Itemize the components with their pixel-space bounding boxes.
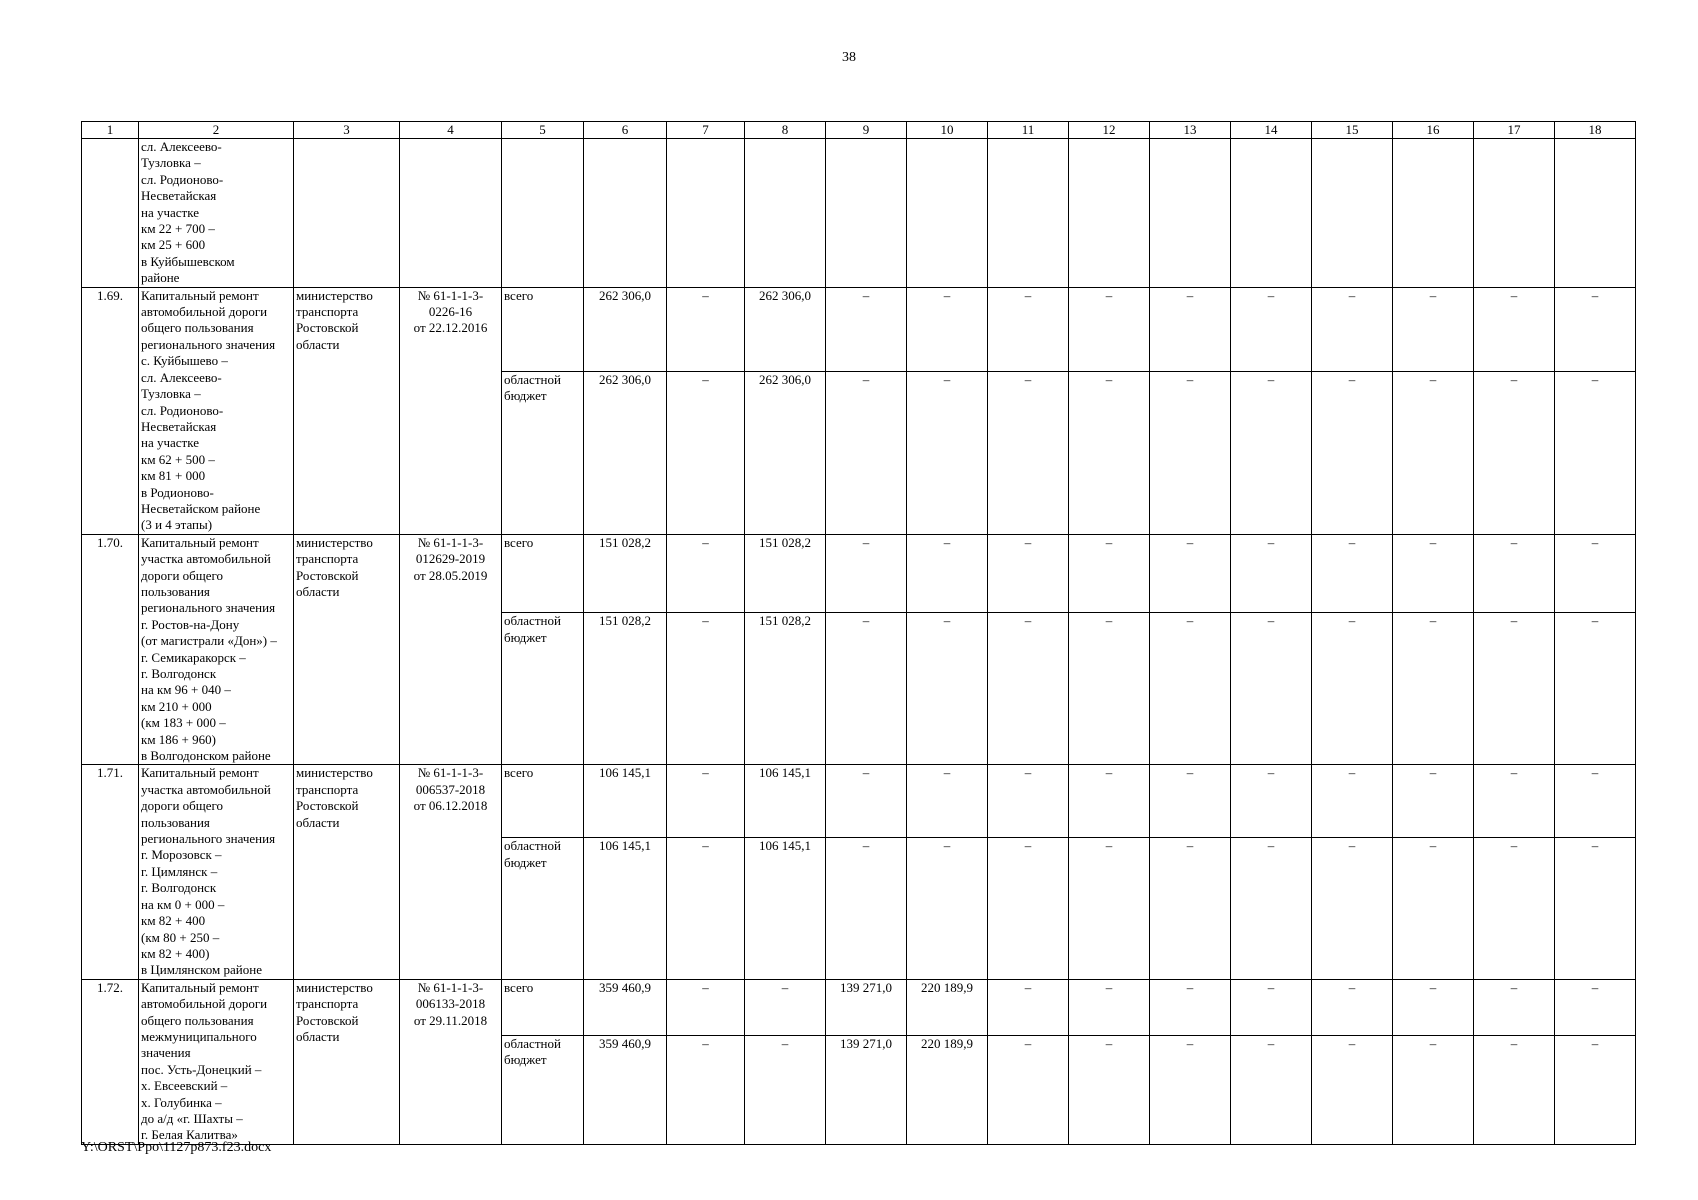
org-line: транспорта: [296, 551, 359, 567]
label-line: областной: [504, 1035, 561, 1051]
value-cell: –: [1474, 979, 1555, 1035]
value-cell: –: [1150, 1035, 1231, 1144]
column-header: 7: [667, 122, 745, 139]
value-cell: –: [1069, 613, 1150, 765]
name-line: в Волгодонском районе: [141, 748, 271, 764]
table-row: [82, 765, 1636, 838]
value-cell: –: [1231, 534, 1312, 612]
value-cell: –: [667, 371, 745, 534]
object-name: [139, 534, 294, 765]
org-line: области: [296, 814, 340, 830]
name-line: км 22 + 700 –: [141, 221, 215, 237]
value-cell: –: [1555, 765, 1636, 838]
value-cell: –: [667, 765, 745, 838]
name-line: Капитальный ремонт: [141, 765, 259, 781]
name-line: дороги общего: [141, 798, 224, 814]
value-cell: –: [988, 613, 1069, 765]
value-cell: 151 028,2: [745, 534, 826, 612]
column-header: 8: [745, 122, 826, 139]
org-line: министерство: [296, 979, 373, 995]
value-cell: 151 028,2: [584, 534, 667, 612]
row-number: 1.71.: [82, 765, 139, 979]
column-header: 2: [139, 122, 294, 139]
name-line: (км 183 + 000 –: [141, 715, 226, 731]
doc-line: 006537-2018: [415, 781, 486, 797]
expertise-document: [400, 979, 502, 1144]
value-cell: 106 145,1: [745, 765, 826, 838]
value-cell: –: [988, 765, 1069, 838]
label-line: бюджет: [504, 854, 547, 870]
customer-organization: [294, 534, 400, 765]
value-cell: –: [988, 1035, 1069, 1144]
org-line: области: [296, 1028, 340, 1044]
name-line: х. Голубинка –: [141, 1094, 222, 1110]
name-line: Тузловка –: [141, 386, 201, 402]
doc-line: 012629-2019: [415, 551, 486, 567]
value-cell: –: [907, 371, 988, 534]
column-header: 5: [502, 122, 584, 139]
doc-line: № 61-1-1-3-: [417, 765, 484, 781]
label-line: бюджет: [504, 388, 547, 404]
file-path-footer: Y:\ORST\Ppo\1127p873.f23.docx: [81, 1140, 272, 1155]
value-cell: –: [1312, 287, 1393, 371]
value-cell: 139 271,0: [826, 1035, 907, 1144]
value-cell: 220 189,9: [907, 1035, 988, 1144]
value-cell: –: [1393, 1035, 1474, 1144]
value-cell: –: [1393, 534, 1474, 612]
column-header: 4: [400, 122, 502, 139]
column-header: 14: [1231, 122, 1312, 139]
label-line: бюджет: [504, 629, 547, 645]
value-cell: –: [745, 979, 826, 1035]
customer-organization: [294, 287, 400, 534]
doc-line: от 06.12.2018: [413, 798, 488, 814]
value-cell: –: [988, 838, 1069, 979]
name-line: г. Цимлянск –: [141, 863, 218, 879]
column-header: 3: [294, 122, 400, 139]
value-cell: –: [907, 534, 988, 612]
object-name: [139, 287, 294, 534]
name-line: Несветайском районе: [141, 500, 261, 516]
value-cell: –: [1474, 838, 1555, 979]
table-row: [82, 534, 1636, 612]
name-line: пос. Усть-Донецкий –: [141, 1061, 262, 1077]
name-line: г. Белая Калитва»: [141, 1127, 238, 1143]
value-cell: –: [988, 371, 1069, 534]
name-line: общего пользования: [141, 320, 254, 336]
value-cell: –: [1474, 371, 1555, 534]
value-cell: –: [1069, 287, 1150, 371]
name-line: Капитальный ремонт: [141, 287, 259, 303]
name-line: Тузловка –: [141, 155, 201, 171]
value-cell: –: [1474, 613, 1555, 765]
value-cell: –: [1555, 1035, 1636, 1144]
name-line: автомобильной дороги: [141, 304, 268, 320]
name-line: Капитальный ремонт: [141, 979, 259, 995]
name-line: г. Ростов-на-Дону: [141, 616, 240, 632]
funding-source-regional: [502, 838, 584, 979]
value-cell: –: [1474, 534, 1555, 612]
value-cell: –: [1393, 287, 1474, 371]
name-line: регионального значения: [141, 600, 276, 616]
name-line: км 81 + 000: [141, 468, 206, 484]
value-cell: –: [1555, 979, 1636, 1035]
value-cell: –: [1231, 979, 1312, 1035]
value-cell: –: [1393, 371, 1474, 534]
value-cell: –: [1069, 1035, 1150, 1144]
org-line: министерство: [296, 534, 373, 550]
doc-line: от 29.11.2018: [413, 1012, 488, 1028]
value-cell: –: [988, 534, 1069, 612]
value-cell: –: [1393, 838, 1474, 979]
name-line: км 82 + 400: [141, 913, 206, 929]
header-row: [82, 122, 1636, 139]
value-cell: 262 306,0: [584, 371, 667, 534]
label-line: областной: [504, 371, 561, 387]
value-cell: –: [1312, 838, 1393, 979]
name-line: км 25 + 600: [141, 237, 206, 253]
value-cell: –: [1069, 371, 1150, 534]
funding-source-regional: [502, 371, 584, 534]
value-cell: 151 028,2: [745, 613, 826, 765]
value-cell: –: [1393, 765, 1474, 838]
name-line: г. Волгодонск: [141, 666, 217, 681]
name-line: регионального значения: [141, 336, 276, 352]
doc-line: от 22.12.2016: [413, 320, 488, 336]
doc-line: 006133-2018: [415, 996, 486, 1012]
name-line: км 62 + 500 –: [141, 451, 215, 467]
value-cell: –: [826, 287, 907, 371]
value-cell: –: [1150, 838, 1231, 979]
funding-source-total: всего: [502, 534, 584, 612]
value-cell: 262 306,0: [584, 287, 667, 371]
name-line: на км 96 + 040 –: [141, 682, 231, 698]
value-cell: –: [1393, 613, 1474, 765]
object-name: [139, 979, 294, 1144]
doc-line: 0226-16: [428, 304, 473, 320]
org-line: Ростовской: [296, 320, 359, 336]
column-header: 12: [1069, 122, 1150, 139]
value-cell: 359 460,9: [584, 979, 667, 1035]
value-cell: 262 306,0: [745, 371, 826, 534]
value-cell: 220 189,9: [907, 979, 988, 1035]
value-cell: –: [1150, 371, 1231, 534]
value-cell: –: [1069, 534, 1150, 612]
value-cell: –: [1069, 979, 1150, 1035]
value-cell: –: [667, 534, 745, 612]
value-cell: 106 145,1: [584, 838, 667, 979]
customer-organization: [294, 979, 400, 1144]
column-header: 15: [1312, 122, 1393, 139]
value-cell: –: [907, 287, 988, 371]
funding-source-regional: [502, 1035, 584, 1144]
org-line: транспорта: [296, 304, 359, 320]
value-cell: –: [1150, 765, 1231, 838]
value-cell: –: [826, 765, 907, 838]
column-header: 17: [1474, 122, 1555, 139]
org-line: Ростовской: [296, 1012, 359, 1028]
column-header: 9: [826, 122, 907, 139]
value-cell: –: [1312, 1035, 1393, 1144]
value-cell: –: [1312, 371, 1393, 534]
value-cell: 106 145,1: [584, 765, 667, 838]
value-cell: –: [1312, 534, 1393, 612]
value-cell: –: [667, 613, 745, 765]
name-line: Несветайская: [141, 418, 217, 434]
expertise-document: [400, 765, 502, 979]
value-cell: –: [1555, 838, 1636, 979]
column-header: 13: [1150, 122, 1231, 139]
value-cell: –: [988, 287, 1069, 371]
org-line: транспорта: [296, 996, 359, 1012]
funding-source-total: всего: [502, 765, 584, 838]
org-line: транспорта: [296, 781, 359, 797]
doc-line: от 28.05.2019: [413, 567, 488, 583]
name-line: в Цимлянском районе: [141, 962, 262, 978]
name-line: (км 80 + 250 –: [141, 929, 220, 945]
name-line: Несветайская: [141, 188, 217, 204]
doc-line: № 61-1-1-3-: [417, 979, 484, 995]
column-header: 6: [584, 122, 667, 139]
name-line: пользования: [141, 583, 210, 599]
funding-source-total: всего: [502, 287, 584, 371]
value-cell: –: [826, 613, 907, 765]
value-cell: –: [1231, 371, 1312, 534]
value-cell: –: [1231, 287, 1312, 371]
value-cell: –: [826, 371, 907, 534]
value-cell: –: [1231, 613, 1312, 765]
value-cell: –: [667, 838, 745, 979]
value-cell: –: [907, 838, 988, 979]
value-cell: –: [1231, 765, 1312, 838]
customer-organization: [294, 765, 400, 979]
value-cell: 359 460,9: [584, 1035, 667, 1144]
value-cell: –: [1474, 1035, 1555, 1144]
name-line: км 186 + 960): [141, 731, 216, 747]
name-line: участка автомобильной: [141, 781, 271, 797]
label-line: бюджет: [504, 1052, 547, 1068]
value-cell: –: [1150, 979, 1231, 1035]
value-cell: –: [1555, 287, 1636, 371]
name-line: в Родионово-: [141, 484, 214, 500]
name-line: значения: [141, 1045, 191, 1061]
value-cell: –: [826, 838, 907, 979]
doc-line: № 61-1-1-3-: [417, 534, 484, 550]
name-line: на участке: [141, 204, 199, 220]
value-cell: –: [1474, 765, 1555, 838]
row-number: 1.70.: [82, 534, 139, 765]
column-header: 1: [82, 122, 139, 139]
value-cell: 139 271,0: [826, 979, 907, 1035]
value-cell: –: [1069, 838, 1150, 979]
value-cell: –: [1231, 1035, 1312, 1144]
row-number: 1.69.: [82, 287, 139, 534]
label-line: областной: [504, 838, 561, 854]
name-line: с. Куйбышево –: [141, 353, 228, 369]
org-line: Ростовской: [296, 798, 359, 814]
org-line: министерство: [296, 287, 373, 303]
row-number: 1.72.: [82, 979, 139, 1144]
value-cell: –: [1555, 371, 1636, 534]
org-line: области: [296, 336, 340, 352]
name-line: км 82 + 400): [141, 945, 210, 961]
value-cell: –: [1393, 979, 1474, 1035]
column-header: 18: [1555, 122, 1636, 139]
value-cell: –: [1312, 765, 1393, 838]
value-cell: –: [1555, 534, 1636, 612]
name-line: сл. Родионово-: [141, 402, 224, 418]
name-line: сл. Алексеево-: [141, 369, 222, 385]
object-name: [139, 765, 294, 979]
budget-table: [81, 121, 1636, 1145]
name-line: (от магистрали «Дон») –: [141, 633, 277, 649]
name-line: Капитальный ремонт: [141, 534, 259, 550]
doc-line: № 61-1-1-3-: [417, 287, 484, 303]
value-cell: –: [1231, 838, 1312, 979]
table-row: [82, 979, 1636, 1035]
column-header: 16: [1393, 122, 1474, 139]
name-line: районе: [141, 270, 180, 286]
object-name: [139, 139, 294, 288]
funding-source-regional: [502, 613, 584, 765]
name-line: км 210 + 000: [141, 698, 212, 714]
name-line: г. Волгодонск: [141, 880, 217, 896]
value-cell: –: [826, 534, 907, 612]
column-header: 10: [907, 122, 988, 139]
column-header: 11: [988, 122, 1069, 139]
name-line: (3 и 4 этапы): [141, 517, 213, 533]
name-line: на участке: [141, 435, 199, 451]
org-line: области: [296, 583, 340, 599]
org-line: Ростовской: [296, 567, 359, 583]
value-cell: –: [1312, 613, 1393, 765]
value-cell: –: [667, 287, 745, 371]
name-line: участка автомобильной: [141, 551, 271, 567]
value-cell: 106 145,1: [745, 838, 826, 979]
value-cell: –: [1474, 287, 1555, 371]
name-line: г. Морозовск –: [141, 847, 222, 863]
funding-source-total: всего: [502, 979, 584, 1035]
value-cell: –: [1150, 613, 1231, 765]
value-cell: 262 306,0: [745, 287, 826, 371]
value-cell: –: [907, 765, 988, 838]
name-line: г. Семикаракорск –: [141, 649, 246, 665]
name-line: автомобильной дороги: [141, 996, 268, 1012]
name-line: межмуниципального: [141, 1028, 257, 1044]
value-cell: –: [907, 613, 988, 765]
value-cell: –: [1150, 287, 1231, 371]
name-line: регионального значения: [141, 831, 276, 847]
table-row: [82, 287, 1636, 371]
name-line: до а/д «г. Шахты –: [141, 1110, 243, 1126]
value-cell: –: [667, 979, 745, 1035]
expertise-document: [400, 287, 502, 534]
label-line: областной: [504, 613, 561, 629]
value-cell: –: [1150, 534, 1231, 612]
value-cell: 151 028,2: [584, 613, 667, 765]
org-line: министерство: [296, 765, 373, 781]
name-line: сл. Родионово-: [141, 171, 224, 187]
value-cell: –: [1555, 613, 1636, 765]
name-line: в Куйбышевском: [141, 253, 235, 269]
name-line: х. Евсеевский –: [141, 1078, 228, 1094]
name-line: на км 0 + 000 –: [141, 896, 225, 912]
name-line: дороги общего: [141, 567, 224, 583]
value-cell: –: [745, 1035, 826, 1144]
value-cell: –: [667, 1035, 745, 1144]
page-number: 38: [842, 50, 856, 65]
name-line: сл. Алексеево-: [141, 139, 222, 154]
value-cell: –: [1312, 979, 1393, 1035]
value-cell: –: [988, 979, 1069, 1035]
continuation-row: [82, 139, 1636, 288]
value-cell: –: [1069, 765, 1150, 838]
name-line: пользования: [141, 814, 210, 830]
name-line: общего пользования: [141, 1012, 254, 1028]
expertise-document: [400, 534, 502, 765]
